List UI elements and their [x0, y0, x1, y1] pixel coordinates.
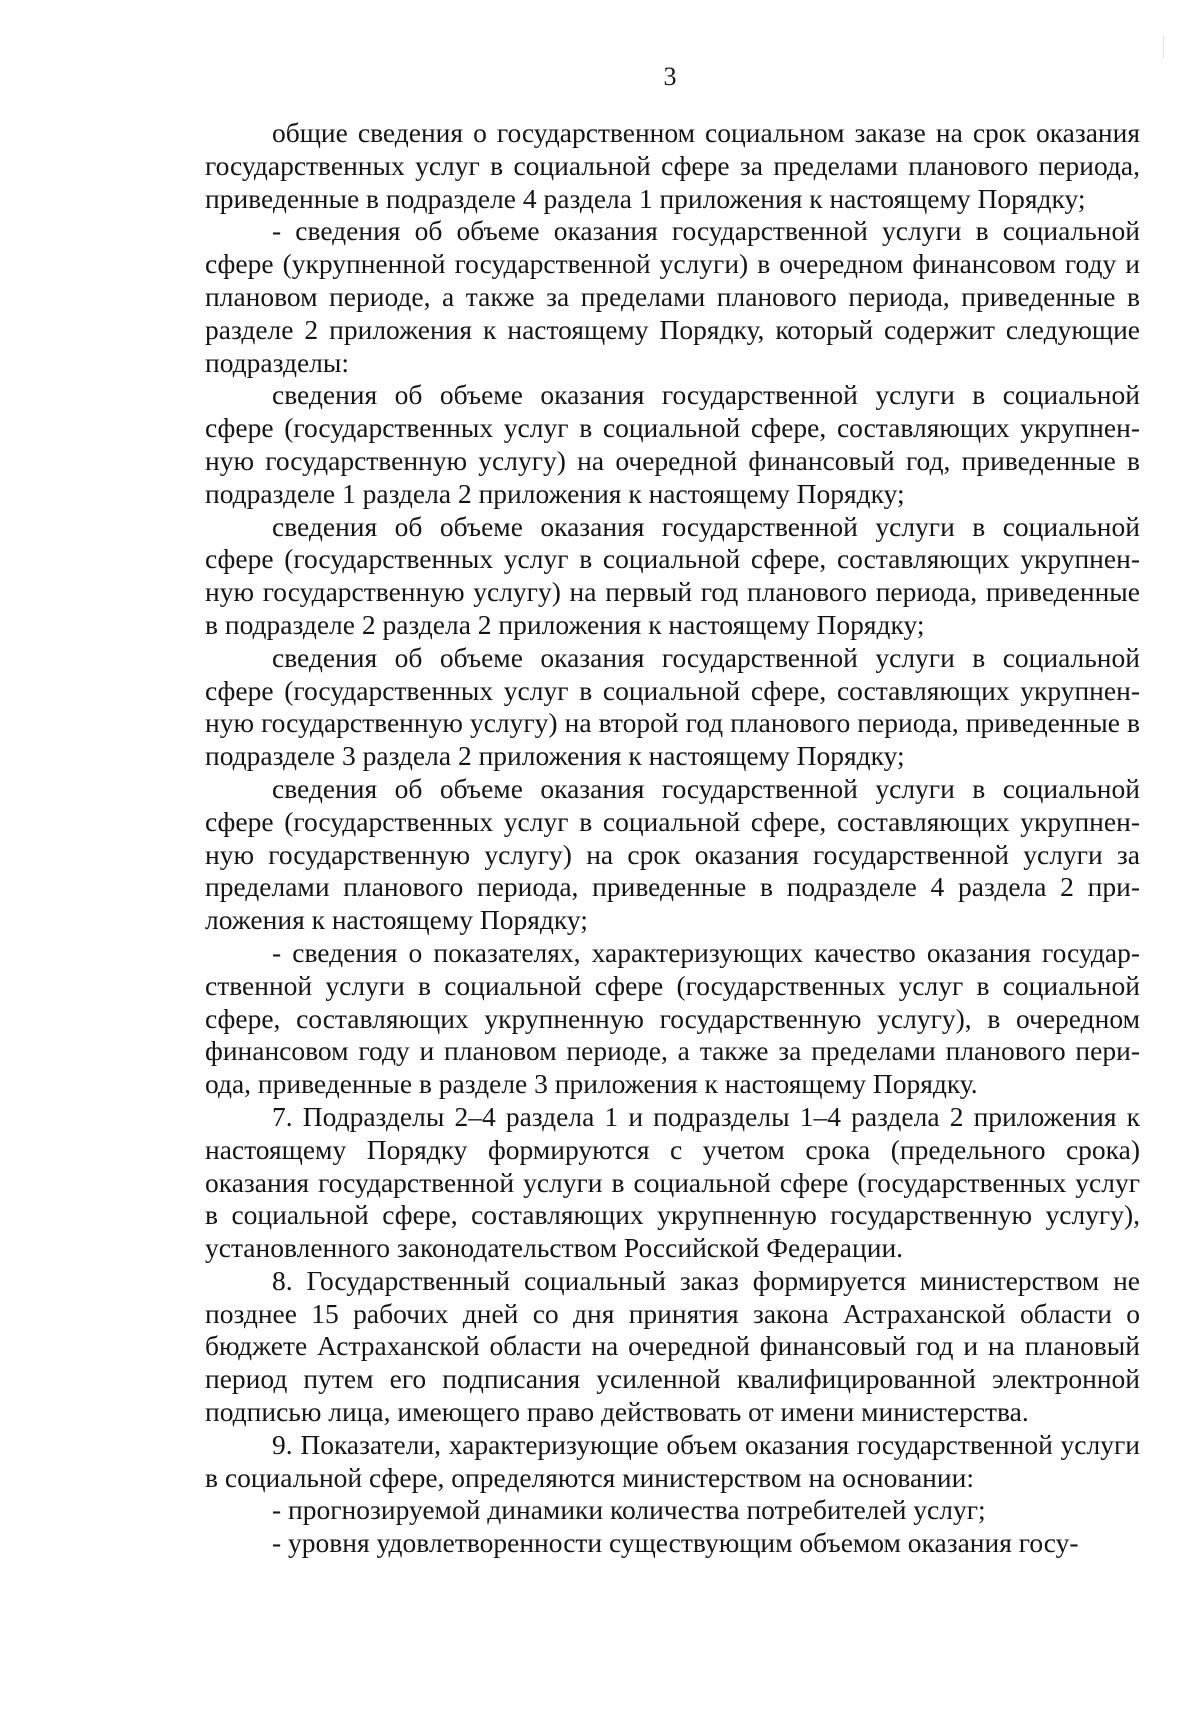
paragraph-volume-info: - сведения об объеме оказания государственной услуги в социальной сфере (укрупненной государственной услуги) в очередном финансовом году и плановом периоде, а также за пределами планового периода, приведенные в разделе 2 приложения к настоящему Порядку, который содержит следующие подразделы:: [205, 215, 1140, 378]
paragraph-subsection-1: сведения об объеме оказания государственной услуги в социальной сфере (государственных услуг в социальной сфере, составляющих укрупненную государственную услугу) на очередной финансовый год, приведенные в подразделе 1 раздела 2 приложения к настоящему Порядку;: [205, 379, 1140, 509]
paragraph-item-9: 9. Показатели, характеризующие объем оказания государственной услуги в социальной сфере, определяются министерством на основании:: [205, 1428, 1140, 1493]
paragraph-quality-info: - сведения о показателях, характеризующих качество оказания государственной услуги в социальной сфере (государственных услуг в социальной сфере, составляющих укрупненную государственную услугу), в очередном финансовом году и плановом периоде, а также за пределами планового периода, приведенные в разделе 3 приложения к настоящему Порядку.: [205, 936, 1140, 1100]
page-number: 3: [663, 62, 677, 91]
paragraph-general-info: общие сведения о государственном социальном заказе на срок оказания государственных услуг в социальной сфере за пределами планового периода, приведенные в подразделе 4 раздела 1 приложения к настоящему Порядку;: [205, 117, 1140, 214]
paragraph-item-7: 7. Подразделы 2–4 раздела 1 и подразделы 1–4 раздела 2 приложения к настоящему Порядку формируются с учетом срока (предельного срока) оказания государственной услуги в социальной сфере (государственных услуг в социальной сфере, составляющих укрупненную государственную услугу), установленного законодательством Российской Федерации.: [205, 1100, 1140, 1264]
document-body: [205, 117, 1140, 1560]
paragraph-subsection-2: сведения об объеме оказания государственной услуги в социальной сфере (государственных услуг в социальной сфере, составляющих укрупненную государственную услугу) на первый год планового периода, приведенные в подразделе 2 раздела 2 приложения к настоящему Порядку;: [205, 510, 1140, 640]
paragraph-subsection-3: сведения об объеме оказания государственной услуги в социальной сфере (государственных услуг в социальной сфере, составляющих укрупненную государственную услугу) на второй год планового периода, приведенные в подразделе 3 раздела 2 приложения к настоящему Порядку;: [205, 641, 1140, 772]
paragraph-item-8: 8. Государственный социальный заказ формируется министерством не позднее 15 рабочих дней со дня принятия закона Астраханской области о бюджете Астраханской области на очередной финансовый год и на плановый период путем его подписания усиленной квалифицированной электронной подписью лица, имеющего право действовать от имени министерства.: [205, 1264, 1140, 1428]
paragraph-satisfaction-level: - уровня удовлетворенности существующим объемом оказания госу-: [272, 1527, 1079, 1559]
paragraph-consumer-dynamics: - прогнозируемой динамики количества потребителей услуг;: [272, 1494, 986, 1526]
scan-artifact: [1163, 36, 1164, 58]
paragraph-subsection-4: сведения об объеме оказания государственной услуги в социальной сфере (государственных услуг в социальной сфере, составляющих укрупненную государственную услугу) на срок оказания государственной услуги за пределами планового периода, приведенные в подразделе 4 раздела 2 приложения к настоящему Порядку;: [205, 772, 1140, 936]
